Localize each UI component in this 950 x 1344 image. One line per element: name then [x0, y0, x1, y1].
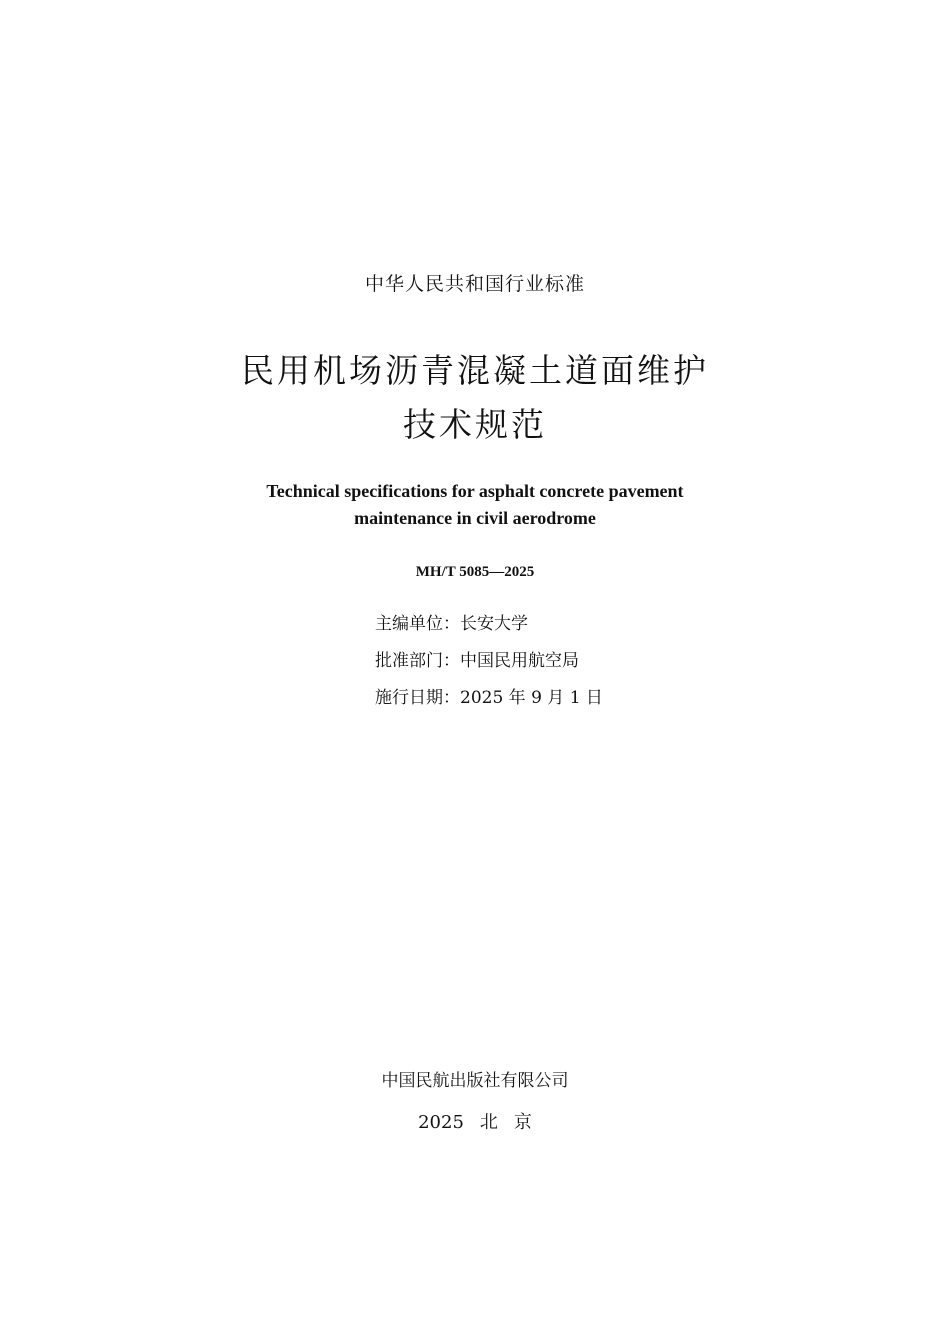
publisher: 中国民航出版社有限公司	[381, 1071, 569, 1091]
meta-row-effective-date	[375, 680, 603, 717]
publication-year: 2025	[418, 1112, 464, 1133]
chinese-title	[0, 344, 950, 452]
chinese-title-line-1: 民用机场沥青混凝土道面维护	[241, 351, 709, 390]
meta-info	[375, 606, 603, 717]
english-title-line-1: Technical specifications for asphalt concrete pavement	[266, 481, 684, 501]
meta-value: 中国民用航空局	[460, 651, 579, 671]
english-title-line-2: maintenance in civil aerodrome	[354, 508, 596, 528]
city-char-1: 北	[479, 1112, 498, 1133]
standard-code: MH/T 5085—2025	[415, 564, 535, 580]
industry-standard-label: 中华人民共和国行业标准	[364, 273, 585, 295]
chinese-title-line-2: 技术规范	[403, 405, 547, 444]
meta-value: 2025 年 9 月 1 日	[460, 688, 603, 708]
english-title	[0, 478, 950, 532]
meta-label: 批准部门：	[375, 651, 460, 671]
city-char-2: 京	[513, 1112, 532, 1133]
meta-row-approver	[375, 643, 603, 680]
publication-place	[0, 1110, 950, 1136]
meta-label: 主编单位：	[375, 614, 460, 634]
meta-row-editor	[375, 606, 603, 643]
meta-value: 长安大学	[460, 614, 528, 634]
meta-label: 施行日期：	[375, 688, 460, 708]
